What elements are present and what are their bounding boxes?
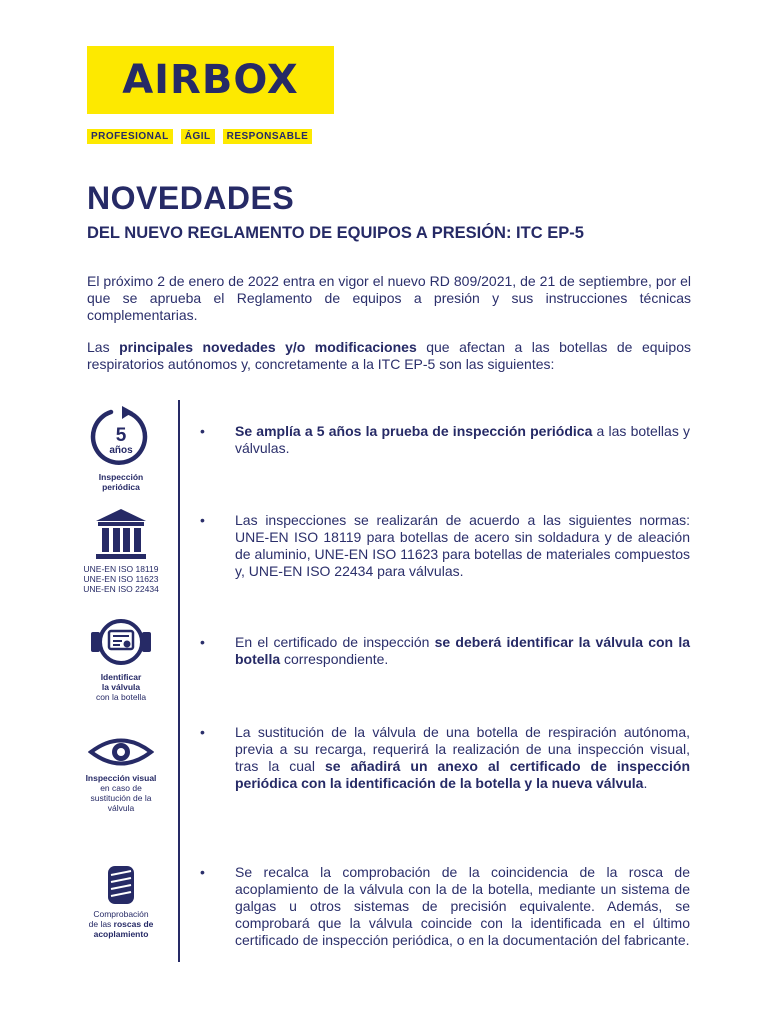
icon-block-visual (70, 735, 172, 813)
vertical-divider (178, 400, 180, 962)
tag-profesional: PROFESIONAL (87, 129, 173, 144)
valve-identification-icon (89, 618, 153, 668)
icon-block-identify (70, 618, 172, 702)
icon-label-line: UNE-EN ISO 22434 (83, 584, 159, 594)
page-subtitle: DEL NUEVO REGLAMENTO DE EQUIPOS A PRESIÓN: ITC EP-5 (87, 224, 584, 242)
list-item (200, 512, 690, 580)
list-item-text: Se recalca la comprobación de la coincidencia de la rosca de acoplamiento de la válvula con la de la botella, mediante un sistema de galgas u otros sistemas de precisión equivalente. Además, se comprobará que la válvula coincide con la identificada en el último certificado de inspección periódica, o en la documentación del fabricante. (235, 864, 690, 948)
thread-coil-icon (104, 865, 138, 905)
icon-number: 5 (115, 425, 127, 446)
icon-block-threads (70, 865, 172, 939)
icon-label-line: Comprobación (93, 909, 149, 919)
tag-responsable: RESPONSABLE (223, 129, 313, 144)
bullet-dot: • (200, 724, 205, 740)
page-title: NOVEDADES (87, 180, 295, 216)
intro-p2-start: Las (87, 339, 120, 355)
icon-block-standards (70, 508, 172, 594)
icon-label-part: roscas de (113, 919, 154, 929)
bullet-dot: • (200, 864, 205, 880)
bullet-dot: • (200, 512, 205, 528)
bullet-dot: • (200, 423, 205, 439)
icon-label-line: la válvula (101, 682, 141, 692)
intro-paragraph-2 (87, 339, 691, 373)
list-item (200, 724, 690, 792)
list-item-text: Se amplía a 5 años la prueba de inspección periódica a las botellas y válvulas. (235, 423, 690, 456)
eye-icon (88, 735, 154, 769)
icon-label-line: Identificar (100, 672, 142, 682)
icon-unit: años (109, 445, 133, 456)
bullet-dot: • (200, 634, 205, 650)
institution-building-icon (94, 508, 148, 560)
icon-block-inspection (70, 406, 172, 492)
icon-label-line: Inspección (98, 472, 144, 482)
icon-label-line: válvula (107, 803, 135, 813)
list-item-text: Las inspecciones se realizarán de acuerdo a las siguientes normas: UNE-EN ISO 18119 para botellas de acero sin soldadura y de aleación de aluminio, UNE-EN ISO 11623 para botellas de materiales compuestos y, UNE-EN ISO 22434 para válvulas. (235, 512, 690, 579)
icon-label-line (70, 919, 172, 929)
icon-label-part: de las (88, 919, 114, 929)
icon-label-line: UNE-EN ISO 11623 (83, 574, 159, 584)
brand-logo-text: AIRBOX (122, 57, 299, 103)
icon-label-line: en caso de (100, 783, 142, 793)
intro-paragraph-1: El próximo 2 de enero de 2022 entra en vigor el nuevo RD 809/2021, de 21 de septiembre, por el que se aprueba el Reglamento de equipos a presión y sus instrucciones técnicas complementarias. (87, 273, 691, 323)
icon-label-line: Inspección visual (85, 773, 157, 783)
list-item-text: En el certificado de inspección se deberá identificar la válvula con la botella correspondiente. (235, 634, 691, 667)
list-item (200, 864, 690, 949)
intro-p2-bold: principales novedades y/o modificaciones (119, 339, 417, 355)
list-item (200, 423, 690, 457)
clock-5-years-icon (89, 406, 153, 468)
icon-label-line: sustitución de la (90, 793, 152, 803)
list-item (200, 634, 690, 668)
brand-tagline (87, 129, 312, 144)
icon-label-line: periódica (102, 482, 140, 492)
icon-label-line: UNE-EN ISO 18119 (83, 564, 159, 574)
icon-label-line: con la botella (95, 692, 147, 702)
icon-label-line: acoplamiento (93, 929, 149, 939)
tag-agil: ÁGIL (181, 129, 215, 144)
list-item-text: La sustitución de la válvula de una botella de respiración autónoma, previa a su recarga, requerirá la realización de una inspección visual, tras la cual se añadirá un anexo al certificado de inspección periódica con la identificación de la botella y la nueva válvula. (235, 724, 691, 791)
intro-p2-end: que afectan a las botellas de equipos respiratorios autónomos y, concretamente a la ITC EP-5 son las siguientes: (87, 339, 691, 372)
brand-logo (87, 46, 334, 114)
